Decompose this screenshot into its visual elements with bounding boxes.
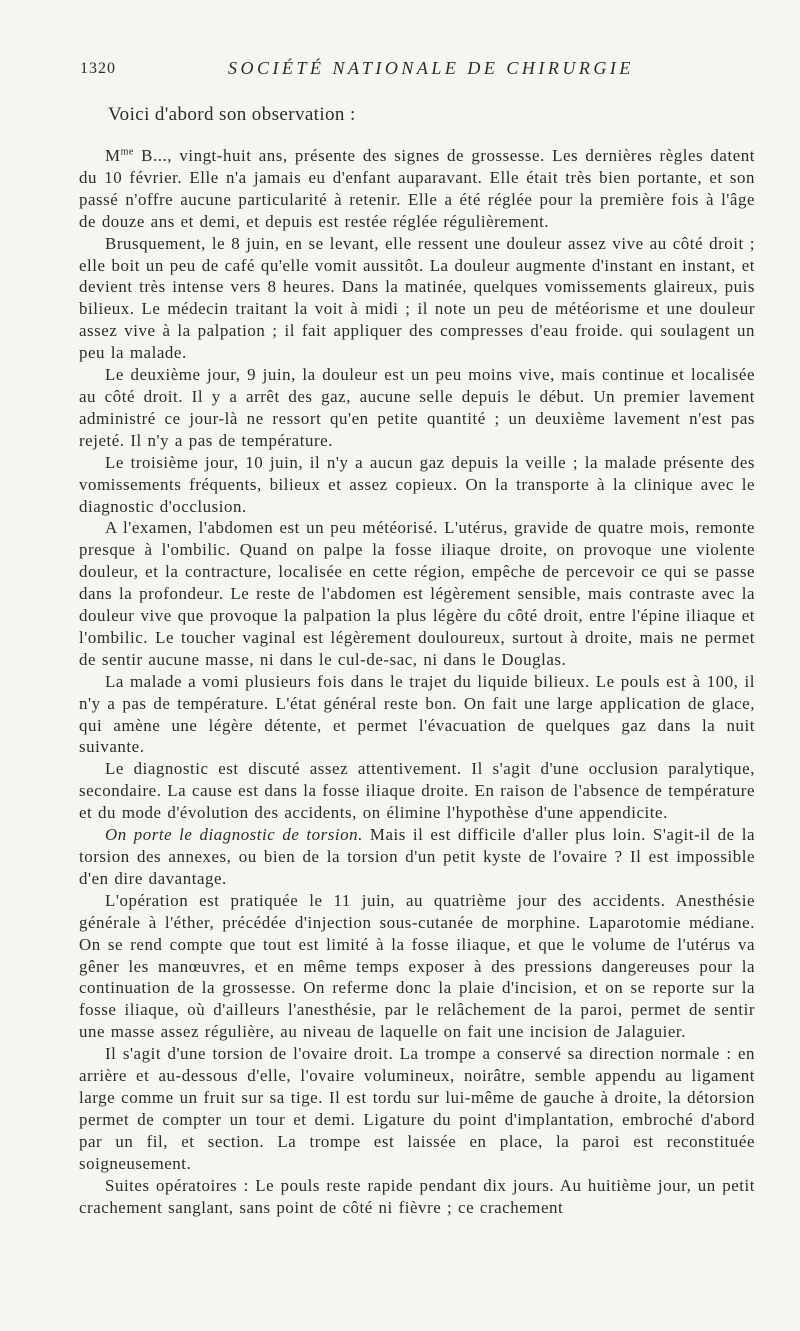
paragraph-intro (79, 145, 755, 233)
paragraph-diagnosis (79, 824, 755, 890)
body-text (79, 145, 755, 1218)
section-title: Voici d'abord son observation : (108, 104, 356, 125)
italic-phrase: On porte le diagnostic de torsion. (105, 825, 363, 845)
page-number: 1320 (80, 60, 116, 77)
paragraph: Brusquement, le 8 juin, en se levant, elle ressent une douleur assez vive au côté droit ; elle boit un peu de café qu'elle vomit aussitôt. La douleur augmente d'instant en instant, et devient très intense vers 8 heures. Dans la matinée, quelques vomissements glaireux, puis bilieux. Le médecin traitant la voit à midi ; il note un peu de météorisme et une douleur assez vive à la palpation ; il fait appliquer des compresses d'eau froide. qui soulagent un peu la malade. (79, 233, 755, 363)
paragraph: Il s'agit d'une torsion de l'ovaire droit. La trompe a conservé sa direction normale : en arrière et au-dessous d'elle, l'ovaire volumineux, noirâtre, semble appendu au ligament large comme un fruit sur sa tige. Il est tordu sur lui-même de gauche à droite, la détorsion permet de compter un tour et demi. Ligature du point d'implantation, embroché d'abord par un fil, et section. La trompe est laissée en place, la paroi est reconstituée soigneusement. (79, 1044, 755, 1173)
paragraph: Suites opératoires : Le pouls reste rapide pendant dix jours. Au huitième jour, un petit crachement sanglant, sans point de côté ni fièvre ; ce crachement (79, 1175, 755, 1217)
paragraph: Le diagnostic est discuté assez attentivement. Il s'agit d'une occlusion paralytique, secondaire. La cause est dans la fosse iliaque droite. En raison de l'absence de température et du mode d'évolution des accidents, on élimine l'hypothèse d'une appendicite. (79, 759, 755, 823)
honorific-superscript: me (120, 146, 134, 158)
running-title: SOCIÉTÉ NATIONALE DE CHIRURGIE (228, 58, 634, 78)
diagnosis-text: Mais il est difficile d'aller plus loin. S'agit-il de la torsion des annexes, ou bien de la torsion d'un petit kyste de l'ovaire ? Il est impossible d'en dire davantage. (79, 825, 755, 888)
page-header (80, 56, 760, 86)
paragraph: A l'examen, l'abdomen est un peu météorisé. L'utérus, gravide de quatre mois, remonte presque à l'ombilic. Quand on palpe la fosse iliaque droite, on provoque une violente douleur, et la contracture, localisée en cette région, empêche de percevoir ce qui se passe dans la profondeur. Le reste de l'abdomen est légèrement sensible, mais contraste avec la douleur vive que provoque la palpation la plus légère du côté droit, entre l'épine iliaque et l'ombilic. Le toucher vaginal est légèrement douloureux, surtout à droite, mais ne permet de sentir aucune masse, ni dans le cul-de-sac, ni dans le Douglas. (79, 518, 755, 669)
intro-text: B..., vingt-huit ans, présente des signes de grossesse. Les dernières règles datent du 10 février. Elle n'a jamais eu d'enfant auparavant. Elle était très bien portante, et son passé n'offre aucune particularité à retenir. Elle a été réglée pour la première fois à l'âge de douze ans et demi, et depuis est restée réglée régulièrement. (79, 146, 755, 231)
paragraph: La malade a vomi plusieurs fois dans le trajet du liquide bilieux. Le pouls est à 100, il n'y a pas de température. L'état général reste bon. On fait une large application de glace, qui amène une légère détente, et permet l'évacuation de quelques gaz dans la nuit suivante. (79, 671, 755, 757)
paragraph: Le troisième jour, 10 juin, il n'y a aucun gaz depuis la veille ; la malade présente des vomissements fréquents, bilieux et assez copieux. On la transporte à la clinique avec le diagnostic d'occlusion. (79, 452, 755, 516)
paragraph: Le deuxième jour, 9 juin, la douleur est un peu moins vive, mais continue et localisée au côté droit. Il y a arrêt des gaz, aucune selle depuis le début. Un premier lavement administré ce jour-là ne ressort qu'en petite quantité ; un deuxième lavement n'est pas rejeté. Il n'y a pas de température. (79, 365, 755, 450)
honorific: M (105, 146, 121, 165)
paragraph: L'opération est pratiquée le 11 juin, au quatrième jour des accidents. Anesthésie générale à l'éther, précédée d'injection sous-cutanée de morphine. Laparotomie médiane. On se rend compte que tout est limité à la fosse iliaque, et que le volume de l'utérus va gêner les manœuvres, et en même temps exposer à des pressions dangereuses pour la continuation de la grossesse. On referme donc la plaie d'incision, et on se reporte sur la fosse iliaque, où d'ailleurs l'anesthésie, par le relâchement de la paroi, permet de sentir une masse assez régulière, au niveau de laquelle on fait une incision de Jalaguier. (79, 890, 755, 1042)
